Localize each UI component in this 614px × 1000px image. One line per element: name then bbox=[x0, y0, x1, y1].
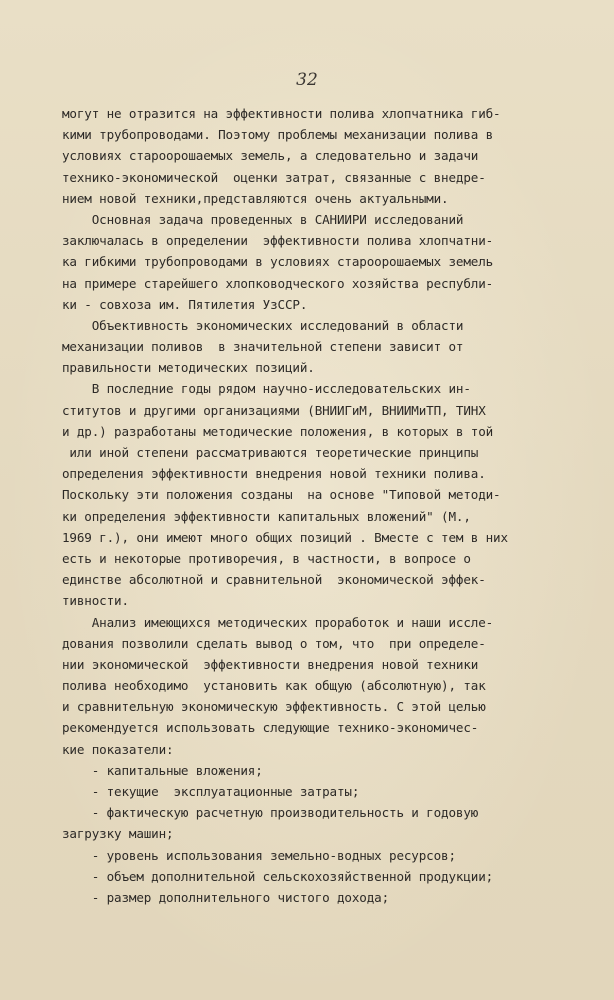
text-line: и др.) разработаны методические положения, в которых в той bbox=[62, 423, 494, 439]
body-text bbox=[62, 103, 562, 908]
text-line: Анализ имеющихся методических проработок и наши иссле- bbox=[62, 614, 494, 630]
text-line: могут не отразится на эффективности полива хлопчатника гиб- bbox=[62, 106, 501, 121]
list-item: - объем дополнительной сельскохозяйственной продукции; bbox=[62, 868, 494, 884]
text-line: рекомендуется использовать следующие технико-экономичес- bbox=[62, 720, 479, 736]
list-item: - размер дополнительного чистого дохода; bbox=[62, 889, 390, 905]
text-line: Объективность экономических исследований в области bbox=[62, 317, 464, 333]
text-line: Поскольку эти положения созданы на основе "Типовой методи- bbox=[62, 487, 501, 503]
list-item: - капитальные вложения; bbox=[62, 762, 263, 778]
text-line: полива необходимо установить как общую (абсолютную), так bbox=[62, 678, 486, 694]
text-line: и сравнительную экономическую эффективность. С этой целью bbox=[62, 699, 486, 715]
text-line: 1969 г.), они имеют много общих позиций . Вместе с тем в них bbox=[62, 529, 508, 545]
text-line: Основная задача проведенных в САНИИРИ исследований bbox=[62, 211, 464, 227]
text-line: ки определения эффективности капитальных вложений" (М., bbox=[62, 508, 471, 524]
text-line: есть и некоторые противоречия, в частности, в вопросе о bbox=[62, 550, 471, 566]
text-line: кие показатели: bbox=[62, 741, 174, 757]
text-line: нием новой техники,представляются очень актуальными. bbox=[62, 190, 449, 206]
text-line: тивности. bbox=[62, 593, 129, 609]
text-line: правильности методических позиций. bbox=[62, 360, 315, 376]
text-line: ка гибкими трубопроводами в условиях староорошаемых земель bbox=[62, 254, 494, 270]
text-line: кими трубопроводами. Поэтому проблемы механизации полива в bbox=[62, 127, 494, 143]
text-line: механизации поливов в значительной степени зависит от bbox=[62, 339, 464, 355]
text-line: заключалась в определении эффективности полива хлопчатни- bbox=[62, 233, 494, 249]
text-line: определения эффективности внедрения новой техники полива. bbox=[62, 466, 486, 482]
text-line: ститутов и другими организациями (ВНИИГиМ, ВНИИМиТП, ТИНХ bbox=[62, 402, 486, 418]
text-line: или иной степени рассматриваются теоретические принципы bbox=[62, 445, 479, 460]
text-line: В последние годы рядом научно-исследовательских ин- bbox=[62, 381, 471, 397]
list-item: - уровень использования земельно-водных ресурсов; bbox=[62, 847, 456, 863]
list-item: - текущие эксплуатационные затраты; bbox=[62, 784, 360, 799]
text-line: единстве абсолютной и сравнительной экономической эффек- bbox=[62, 572, 486, 588]
text-line: на примере старейшего хлопководческого хозяйства республи- bbox=[62, 275, 494, 291]
page-number: 32 bbox=[296, 70, 318, 90]
text-line: условиях староорошаемых земель, а следовательно и задачи bbox=[62, 148, 479, 164]
text-line: нии экономической эффективности внедрения новой техники bbox=[62, 656, 479, 672]
text-line: загрузку машин; bbox=[62, 826, 174, 842]
text-line: ки - совхоза им. Пятилетия УзССР. bbox=[62, 296, 308, 312]
text-line: дования позволили сделать вывод о том, что при определе- bbox=[62, 635, 486, 651]
text-line: технико-экономической оценки затрат, связанные с внедре- bbox=[62, 169, 486, 185]
list-item: - фактическую расчетную производительность и годовую bbox=[62, 805, 479, 821]
